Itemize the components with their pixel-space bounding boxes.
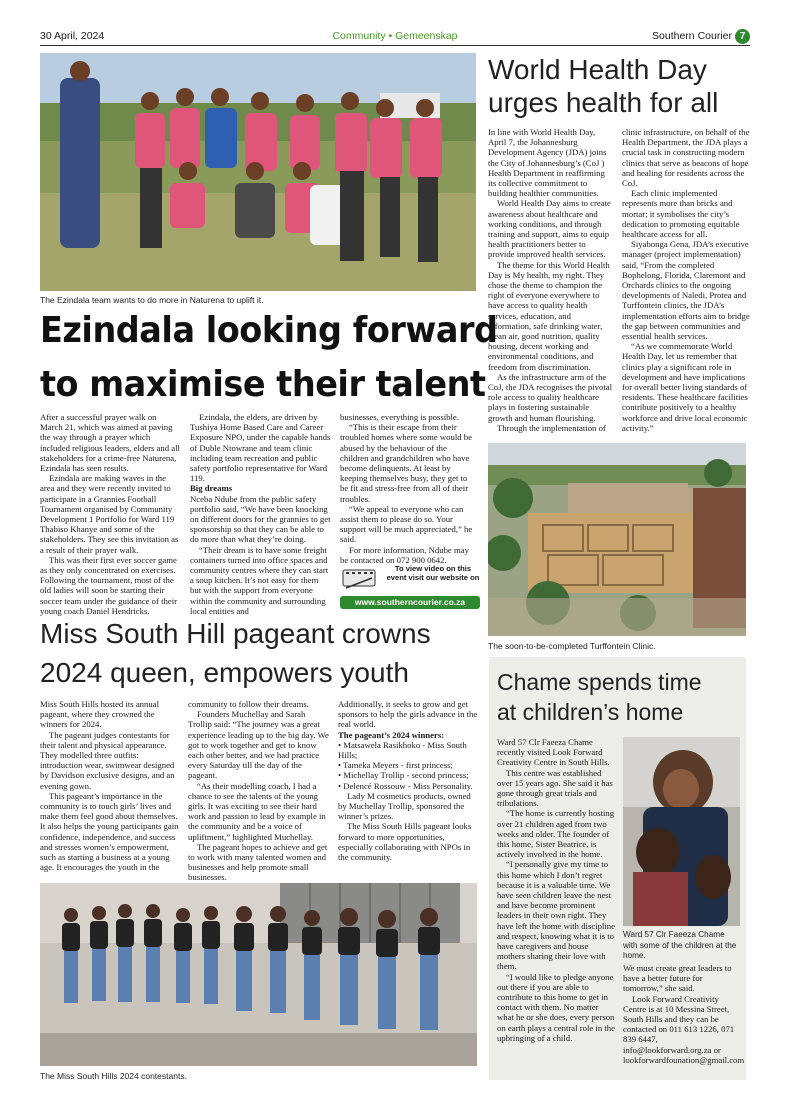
paragraph: World Health Day aims to create awareness about healthcare and working conditions, and through training and support, aims to equip health practitioners better to provide improved health services. (488, 198, 611, 260)
ezindala-team-photo (40, 53, 476, 291)
paragraph: We must create great leaders to have a better future for tomorrow,” she said. (623, 963, 732, 994)
issue-date: 30 April, 2024 (40, 30, 105, 42)
paragraph: Miss South Hills hosted its annual pageant, where they crowned the winners for 2024. (40, 699, 159, 730)
paragraph: Siyabonga Gena, JDA’s executive manager (project implementation) said, “From the completed Bophelong, Florida, Claremont and Orchards clinics to the ongoing developments of Naledi, Protea and Turffontein clinics, the JDA’s implementation efforts aim to bridge the gap between communities and essential health services. (622, 239, 750, 342)
ezindala-column-1 (40, 412, 181, 616)
chame-children-photo (623, 737, 740, 926)
turffontein-clinic-photo (488, 443, 746, 636)
paragraph: As the infrastructure arm of the CoJ, the JDA recognises the pivotal role access to quality healthcare plays in fostering sustainable growth and human flourishing. (488, 371, 613, 423)
whd-column-2 (622, 127, 750, 433)
paragraph: businesses, everything is possible. (340, 412, 459, 422)
paragraph: For more information, Ndube may be contacted on 072 900 0642. (340, 544, 469, 565)
winner-item: • Michellay Trollip - second princess; (338, 770, 469, 781)
paragraph: Founders Muchellay and Sarah Trollip said: “The journey was a great experience leading up to the big day. We got to work together and get to know each other better, and we had practice every Saturday till the day of the pageant. (188, 709, 329, 781)
ezindala-column-2 (190, 412, 331, 616)
chame-column-2 (623, 963, 745, 1065)
chame-column-1 (497, 737, 617, 1043)
paragraph: Ward 57 Clr Faeeza Chame recently visited Look Forward Creativity Centre in South Hills. (497, 737, 610, 768)
paragraph: Through the implementation of (497, 422, 606, 433)
paragraph: The Miss South Hills pageant looks forward to more opportunities, especially collaborating with NPOs in the community. (338, 821, 472, 863)
paragraph: This centre was established over 15 years ago. She said it has gone through great trials and tribulations. (497, 767, 613, 809)
website-link[interactable]: www.southerncourier.co.za (340, 596, 480, 609)
chame-headline-line2: at children’s home (497, 699, 684, 725)
paragraph: The pageant judges contestants for their talent and physical appearance. They modelled three outfits: introduction wear, swimwear designed by Davidson exclusive designs, and an evening gown. (40, 729, 175, 791)
paragraph: Ezindala, the elders, are driven by Tushiya Home Based Care and Career Exposure NPO, under the capable hands of Duble Ntowrane and team clinic including team recreation and public safety portfolio representative for Ward 119. (190, 412, 331, 484)
clinic-photo-caption: The soon-to-be-completed Turffontein Clinic. (488, 641, 656, 651)
winners-heading: The pageant’s 2024 winners: (338, 729, 445, 740)
paragraph: Lady M cosmetics products, owned by Muchellay Trollip, sponsored the winner’s prizes. (338, 790, 471, 822)
winner-item: • Matsawela Rasikhoko - Miss South Hills; (338, 739, 467, 761)
paragraph: “The home is currently hosting over 21 children aged from two weeks and older. The founder of this home, Sister Beatrice, is actively involved in the home. (497, 808, 615, 860)
paragraph: The pageant hopes to achieve and get to work with many talented women and businesses and help promote small businesses. (188, 841, 328, 883)
chame-photo-caption: Ward 57 Clr Faeeza Chame with some of the children at the home. (623, 930, 737, 960)
winner-item: • Delencé Rossouw - Miss Personality. (338, 780, 473, 791)
paragraph: The theme for this World Health Day is My health, my right. They chose the theme to champion the right of everyone everywhere to have access to quality health services, education, and information, safe drinking water, clean air, good nutrition, quality housing, decent working and environmental conditions, and freedom from discrimination. (488, 259, 610, 372)
misssh-column-1 (40, 699, 180, 872)
paragraph: “This is their escape from their troubled homes where some would be abused by the behaviour of the children and grandchildren who have become delinquents. At least by keeping themselves busy, they get to be fit and stress-free from all of their troubles. (340, 422, 472, 504)
paragraph: In line with World Health Day, April 7, the Johannesburg Development Agency (JDA) joins the City of Johannesburg’s (CoJ ) Health Department in reaffirming its collective commitment to building healthier communities. (488, 127, 607, 199)
promo-text: To view video on this event visit our website on (386, 564, 480, 582)
section-label: Community • Gemeenskap (332, 30, 458, 42)
paragraph: “Their dream is to have some freight containers turned into office spaces and community centres where they can start a soup kitchen. It’s not easy for them but with the support from everyone within the community and surrounding local entities and (190, 544, 329, 616)
paragraph: Look Forward Creativity Centre is at 10 Messina Street, South Hills and they can be contacted on 011 613 1226, 071 839 6447, info@lookforward.org.za or lookforwardfounation@gmail.com (623, 993, 745, 1065)
paragraph: “We appeal to everyone who can assist them to please do so. Your support will be much appreciated,” he said. (340, 503, 473, 545)
misssh-headline-line1: Miss South Hill pageant crowns (40, 618, 431, 649)
paragraph: Nceba Ndube from the public safety portfolio said, “We have been knocking on different doors for the grannies to get sponsorship so that they can be able to do more than what they’re doing. (190, 493, 331, 545)
page-number-badge: 7 (735, 29, 750, 44)
paragraph: After a successful prayer walk on March 21, which was aimed at paving the way through a prayer which included religious leaders, elders and all stakeholders for a crime-free Naturena, Ezindala has seen results. (40, 412, 180, 474)
paragraph: clinic infrastructure, on behalf of the Health Department, the JDA plays a crucial task in constructing modern clinics that serve as beacons of hope and healing for residents across the CoJ. (622, 127, 750, 189)
chame-headline-line1: Chame spends time (497, 669, 702, 695)
pageant-photo-caption: The Miss South Hills 2024 contestants. (40, 1071, 187, 1081)
paragraph: “I would like to pledge anyone out there if you are able to contribute to this home to get in contact with them. No matter what he or she does, every person on earth plays a central role in the upbringing of a child. (497, 971, 615, 1043)
subheading-big-dreams: Big dreams (190, 483, 233, 494)
paragraph: This was their first ever soccer game as they only concentrated on exercises. Following the tournament, most of the old ladies will soon be starting their soccer team under the guidance of their young coach Daniel Hendricks. (40, 554, 178, 616)
page-header (40, 30, 750, 46)
ezindala-photo-caption: The Ezindala team wants to do more in Naturena to uplift it. (40, 295, 264, 305)
pageant-contestants-photo (40, 883, 477, 1066)
misssh-headline-line2: 2024 queen, empowers youth (40, 657, 409, 688)
ezindala-headline-line2: to maximise their talent (40, 364, 486, 405)
whd-headline-line1: World Health Day (488, 54, 707, 85)
video-reel-icon (342, 566, 376, 592)
whd-column-1 (488, 127, 613, 433)
paragraph: Ezindala are making waves in the area and they were recently invited to participate in a Grannies Football Tournament organised by Community Development 1 Portfolio for Ward 119 Thabiso Khanye and some of the stakeholders. They see this invitation as a result of their prayer walk. (40, 473, 179, 555)
paragraph: “As their modelling coach, I had a chance to see the talents of the young girls. It was exciting to see their hard work and passion to lead by example in the community and be a voice of upliftment,” highlighted Muchellay. (188, 780, 326, 842)
winner-item: • Tameka Meyers - first princess; (338, 760, 453, 771)
misssh-column-2 (188, 699, 330, 883)
video-promo-box (340, 562, 480, 610)
paragraph: Additionally, it seeks to grow and get sponsors to help the girls advance in the real world. (338, 699, 478, 730)
ezindala-headline-line1: Ezindala looking forward (40, 310, 498, 351)
paragraph: community to follow their dreams. (188, 699, 309, 709)
publication-name: Southern Courier (652, 30, 732, 42)
paragraph: “I personally give my time to this home which I don’t regret because it is a valuable time. We have seen children leave the nest and have become prominent leaders in their own right. They have left the home with discipline and respect, knowing what it is to have caregivers and house mothers sharing their love with them. (497, 859, 615, 972)
paragraph: This pageant’s importance in the community is to touch girls’ lives and make them feel good about themselves. It also helps the young participants gain confidence, independence, and success and stresses women’s empowerment, such as starting a business at a young age. It encourages the youth in the (40, 790, 179, 873)
paragraph: “As we commemorate World Health Day, let us remember that clinics play a significant role in development and have implications for overall better living standards of residents. These healthcare facilities contribute positively to a healthy workforce and drive local economic activity.” (622, 341, 748, 433)
misssh-column-3 (338, 699, 478, 862)
whd-headline-line2: urges health for all (488, 87, 719, 118)
paragraph: Each clinic implemented represents more than bricks and mortar; it symbolises the city’s dedication to promoting equitable healthcare access for all. (622, 188, 740, 240)
ezindala-column-3 (340, 412, 476, 565)
